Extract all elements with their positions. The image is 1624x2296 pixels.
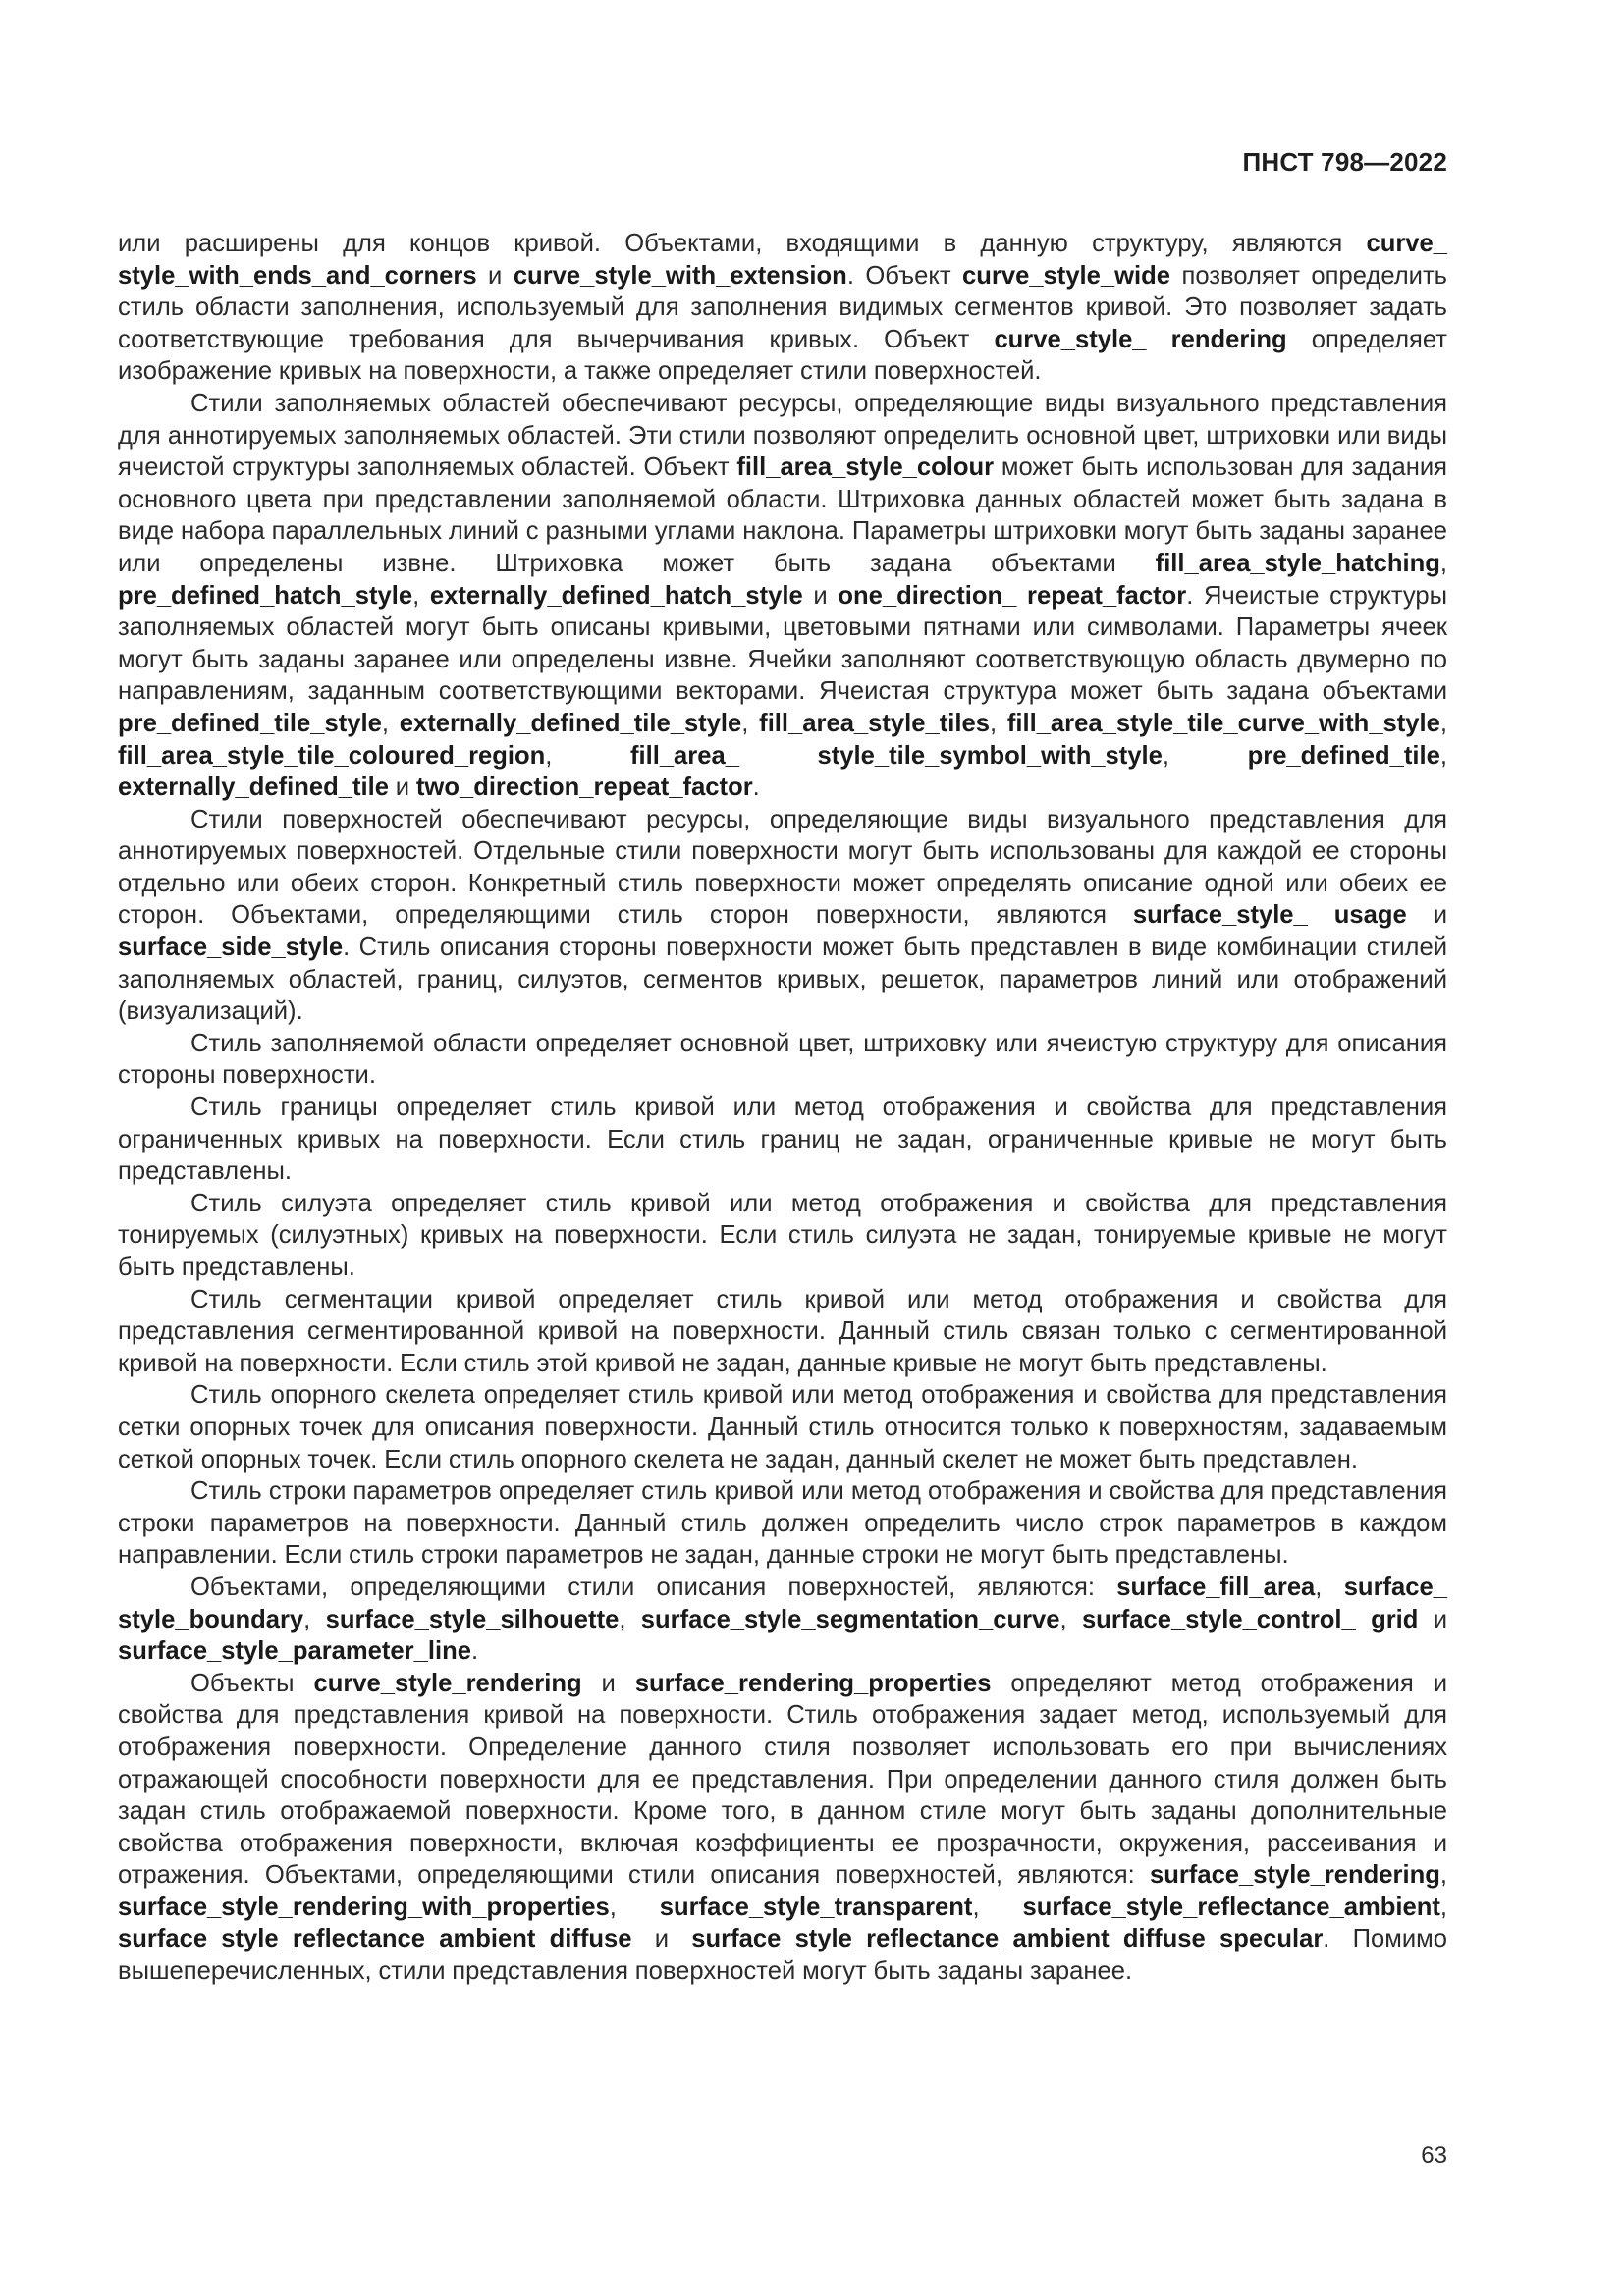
text-run: , [741,709,760,737]
text-run: и [802,581,839,610]
text-run: , [989,709,1007,737]
text-run: , [972,1893,1023,1921]
entity-name: surface_style_transparent [659,1893,973,1921]
entity-name: surface_ style_boundary [118,1573,1447,1633]
paragraph-p10 [118,1572,1447,1668]
entity-name: surface_fill_area [1116,1573,1316,1601]
paragraph-p5 [118,1092,1447,1188]
text-run: , [1162,741,1248,770]
text-run: , [619,1605,641,1633]
entity-name: curve_style_wide [962,261,1171,290]
text-run: , [1439,1861,1447,1890]
text-run: и [1406,901,1448,930]
text-run: определяют метод отображения и свойства для представления кривой на поверхности. Стиль отображения задает метод, используемый для отображения поверхности. Определение данного стиля позволяет использовать его при вычислениях отражающей способности поверхности для ее представления. При определении данного стиля должен быть задан стиль отображаемой поверхности. Кроме того, в данном стиле могут быть заданы дополнительные свойства отображения поверхности, включая коэффициенты ее прозрачности, окружения, рассеивания и отражения. Объектами, определяющими стили описания поверхностей, являются: [118,1669,1447,1890]
text-run: и [1418,1605,1448,1633]
entity-name: surface_style_silhouette [325,1605,620,1633]
entity-name: two_direction_repeat_factor [415,774,753,802]
text-run: и [631,1925,692,1953]
text-run: , [1059,1605,1082,1633]
text-run: позволяет определить стиль области заполнения, используемый для заполнения видимых сегментов кривой. Это позволяет задать соответствующие требования для вычерчивания кривых. Объект [118,261,1447,353]
entity-name: surface_style_reflectance_ambient_diffuse [118,1925,632,1953]
entity-name: curve_ style_with_ends_and_corners [118,230,1447,290]
text-run: и [388,774,416,802]
paragraph-p2 [118,388,1447,804]
paragraph-p6 [118,1188,1447,1284]
entity-name: fill_area_style_tiles [759,709,990,737]
text-run: Стиль силуэта определяет стиль кривой или метод отображения и свойства для представления тонируемых (силуэтных) кривых на поверхности. Если стиль силуэта не задан, тонируемые кривые не могут быть представлены. [118,1189,1447,1281]
text-run: , [303,1605,326,1633]
text-run: Стили заполняемых областей обеспечивают ресурсы, определяющие виды визуального представления для аннотируемых заполняемых областей. Эти стили позволяют определить основной цвет, штриховки или виды ячеистой структуры заполняемых областей. Объект [118,389,1447,482]
text-run: может быть использован для задания основного цвета при представлении заполняемой области. Штриховка данных областей может быть задана в виде набора параллельных линий с разными углами наклона. Параметры штриховки могут быть заданы заранее или определены извне. Штриховка может быть задана объектами [118,454,1447,577]
text-run: , [609,1893,660,1921]
text-run: , [1315,1573,1344,1601]
text-run: Стиль границы определяет стиль кривой или метод отображения и свойства для представления ограниченных кривых на поверхности. Если стиль границ не задан, ограниченные кривые не могут быть представлены. [118,1094,1447,1186]
text-run: Стили поверхностей обеспечивают ресурсы, определяющие виды визуального представления для аннотируемых поверхностей. Отдельные стили поверхности могут быть использованы для каждой ее стороны отдельно или обеих сторон. Конкретный стиль поверхности может определять описание одной или обеих ее сторон. Объектами, определяющими стиль сторон поверхности, являются [118,805,1447,930]
text-run: и [581,1669,635,1697]
entity-name: fill_area_style_colour [736,454,995,482]
text-run: Объекты [190,1669,314,1697]
paragraph-p9 [118,1475,1447,1572]
text-run: . Ячеистые структуры заполняемых областей могут быть описаны кривыми, цветовыми пятнами или символами. Параметры ячеек могут быть заданы заранее или определены извне. Ячейки заполняют соответствующую область двумерно по направлениям, заданным соответствующими векторами. Ячеистая структура может быть задана объектами [118,581,1447,706]
entity-name: fill_area_style_tile_curve_with_style [1006,709,1440,737]
entity-name: one_direction_ repeat_factor [838,581,1187,610]
entity-name: curve_style_rendering [313,1669,582,1697]
text-run: , [1439,549,1447,577]
text-run: , [1439,709,1448,737]
entity-name: externally_defined_hatch_style [429,581,803,610]
entity-name: fill_area_style_hatching [1155,549,1440,577]
text-run: или расширены для концов кривой. Объектами, входящими в данную структуру, являются [118,230,1367,257]
text-run: Объектами, определяющими стили описания поверхностей, являются: [190,1573,1117,1601]
paragraph-p11 [118,1668,1447,1988]
paragraph-p4 [118,1028,1447,1092]
text-run: , [1439,1893,1447,1921]
text-run: и [476,261,514,290]
text-run: . [752,774,760,802]
paragraph-p7 [118,1284,1447,1380]
entity-name: fill_area_style_tile_coloured_region [118,741,546,770]
document-body [118,228,1447,1988]
entity-name: pre_defined_tile [1247,741,1440,770]
entity-name: surface_style_parameter_line [118,1637,471,1666]
paragraph-p1 [118,228,1447,388]
entity-name: curve_style_with_extension [513,261,847,290]
entity-name: pre_defined_hatch_style [118,581,413,610]
entity-name: curve_style_ rendering [994,325,1287,353]
entity-name: surface_side_style [118,934,344,962]
paragraph-p3 [118,804,1447,1028]
entity-name: fill_area_ style_tile_symbol_with_style [629,741,1163,770]
paragraph-p8 [118,1379,1447,1475]
entity-name: externally_defined_tile_style [399,709,742,737]
text-run: определяет изображение кривых на поверхности, а также определяет стили поверхностей. [118,325,1448,386]
entity-name: surface_style_reflectance_ambient_diffuse_specular [691,1925,1324,1953]
entity-name: surface_rendering_properties [634,1669,992,1697]
text-run: Стиль сегментации кривой определяет стиль кривой или метод отображения и свойства для представления сегментированной кривой на поверхности. Данный стиль связан только с сегментированной кривой на поверхности. Если стиль этой кривой не задан, данные кривые не могут быть представлены. [118,1285,1447,1377]
page-number: 63 [1421,2142,1447,2168]
text-run: . [470,1637,479,1666]
text-run: Стиль строки параметров определяет стиль кривой или метод отображения и свойства для представления строки параметров на поверхности. Данный стиль должен определить число строк параметров в каждом направлении. Если стиль строки параметров не задан, данные строки не могут быть представлены. [118,1477,1447,1570]
text-run: Стиль опорного скелета определяет стиль кривой или метод отображения и свойства для представления сетки опорных точек для описания поверхности. Данный стиль относится только к поверхностям, задаваемым сеткой опорных точек. Если стиль опорного скелета не задан, данный скелет не может быть представлен. [118,1381,1447,1473]
text-run: Стиль заполняемой области определяет основной цвет, штриховку или ячеистую структуру для описания стороны поверхности. [118,1029,1447,1090]
text-run: , [1439,741,1447,770]
entity-name: surface_style_control_ grid [1081,1605,1419,1633]
text-run: , [545,741,630,770]
entity-name: surface_style_reflectance_ambient [1022,1893,1440,1921]
entity-name: surface_style_ usage [1132,901,1407,930]
text-run: , [381,709,400,737]
document-header-id: ПНСТ 798—2022 [1242,147,1447,177]
entity-name: pre_defined_tile_style [118,709,382,737]
entity-name: externally_defined_tile [118,774,389,802]
text-run: , [412,581,430,610]
text-run: . Объект [846,261,963,290]
text-run: . Помимо вышеперечисленных, стили представления поверхностей могут быть заданы заранее. [118,1925,1447,1986]
entity-name: surface_style_segmentation_curve [640,1605,1060,1633]
entity-name: surface_style_rendering_with_properties [118,1893,610,1921]
entity-name: surface_style_rendering [1149,1861,1440,1890]
text-run: . Стиль описания стороны поверхности может быть представлен в виде комбинации стилей заполняемых областей, границ, силуэтов, сегментов кривых, решеток, параметров линий или отображений (визуализаций). [118,934,1447,1026]
